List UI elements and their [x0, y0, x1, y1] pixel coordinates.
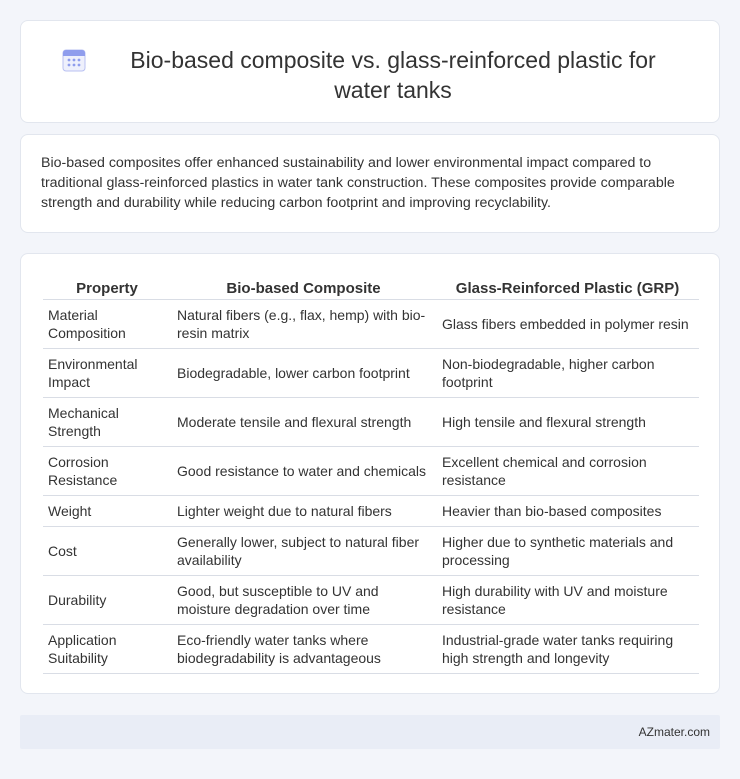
grp-cell: Excellent chemical and corrosion resistance	[436, 446, 699, 495]
comparison-table	[43, 274, 699, 674]
comparison-card	[20, 253, 720, 694]
intro-paragraph: Bio-based composites offer enhanced sustainability and lower environmental impact compared to traditional glass-reinforced plastics in water tank construction. These composites provide comparable strength and durability while reducing carbon footprint and improving recyclability.	[41, 155, 675, 211]
table-row	[43, 299, 699, 348]
property-cell: Mechanical Strength	[43, 397, 171, 446]
table-header-row	[43, 274, 699, 299]
calendar-icon	[61, 47, 87, 73]
property-cell: Cost	[43, 526, 171, 575]
bio-cell: Biodegradable, lower carbon footprint	[171, 348, 436, 397]
page-title: Bio-based composite vs. glass-reinforced plastic for water tanks	[130, 47, 656, 103]
grp-cell: Heavier than bio-based composites	[436, 495, 699, 526]
header-bio-based: Bio-based Composite	[171, 274, 436, 299]
table-row	[43, 624, 699, 673]
grp-cell: Non-biodegradable, higher carbon footprint	[436, 348, 699, 397]
grp-cell: Industrial-grade water tanks requiring high strength and longevity	[436, 624, 699, 673]
table-row	[43, 526, 699, 575]
intro-card	[20, 134, 720, 233]
grp-cell: High durability with UV and moisture resistance	[436, 575, 699, 624]
header-grp: Glass-Reinforced Plastic (GRP)	[436, 274, 699, 299]
property-cell: Material Composition	[43, 299, 171, 348]
table-row	[43, 495, 699, 526]
footer-bar	[20, 715, 720, 749]
title-card	[20, 20, 720, 123]
bio-cell: Good resistance to water and chemicals	[171, 446, 436, 495]
footer-brand-link[interactable]: AZmater.com	[638, 725, 710, 739]
table-row	[43, 575, 699, 624]
table-row	[43, 446, 699, 495]
grp-cell: Higher due to synthetic materials and processing	[436, 526, 699, 575]
property-cell: Corrosion Resistance	[43, 446, 171, 495]
bio-cell: Lighter weight due to natural fibers	[171, 495, 436, 526]
property-cell: Weight	[43, 495, 171, 526]
grp-cell: Glass fibers embedded in polymer resin	[436, 299, 699, 348]
header-property: Property	[43, 274, 171, 299]
property-cell: Durability	[43, 575, 171, 624]
property-cell: Application Suitability	[43, 624, 171, 673]
table-row	[43, 348, 699, 397]
grp-cell: High tensile and flexural strength	[436, 397, 699, 446]
bio-cell: Good, but susceptible to UV and moisture degradation over time	[171, 575, 436, 624]
property-cell: Environmental Impact	[43, 348, 171, 397]
bio-cell: Natural fibers (e.g., flax, hemp) with bio-resin matrix	[171, 299, 436, 348]
bio-cell: Eco-friendly water tanks where biodegradability is advantageous	[171, 624, 436, 673]
table-row	[43, 397, 699, 446]
bio-cell: Generally lower, subject to natural fiber availability	[171, 526, 436, 575]
bio-cell: Moderate tensile and flexural strength	[171, 397, 436, 446]
title-row	[21, 21, 719, 105]
